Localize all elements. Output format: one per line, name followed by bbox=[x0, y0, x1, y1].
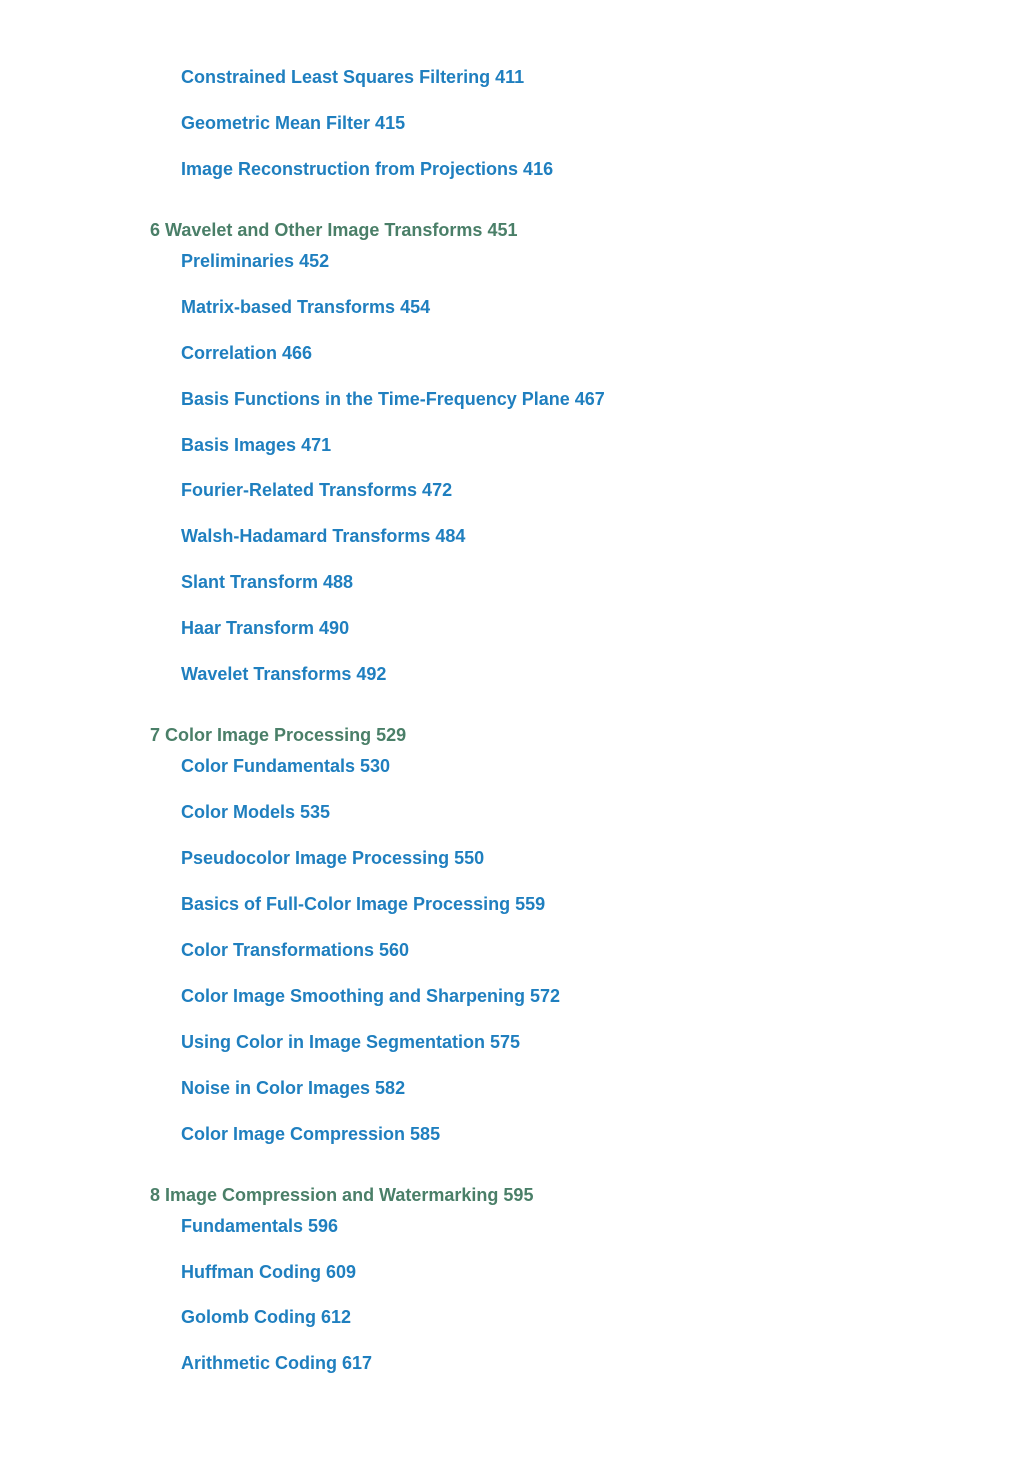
toc-section-link[interactable]: Pseudocolor Image Processing 550 bbox=[181, 848, 485, 868]
chapter-heading[interactable]: 8 Image Compression and Watermarking 595 bbox=[150, 1185, 534, 1205]
toc-section-link[interactable]: Basis Functions in the Time-Frequency Plane 467 bbox=[181, 389, 605, 409]
toc-section-link[interactable]: Slant Transform 488 bbox=[181, 572, 354, 592]
toc-section-link[interactable]: Color Models 535 bbox=[181, 802, 331, 822]
toc-section-link[interactable]: Color Fundamentals 530 bbox=[181, 756, 391, 776]
toc-section-link[interactable]: Fundamentals 596 bbox=[181, 1216, 339, 1236]
toc-section-link[interactable]: Geometric Mean Filter 415 bbox=[181, 113, 406, 133]
toc-section-link[interactable]: Color Image Compression 585 bbox=[181, 1124, 441, 1144]
toc-section-link[interactable]: Preliminaries 452 bbox=[181, 251, 330, 271]
toc-section-link[interactable]: Image Reconstruction from Projections 416 bbox=[181, 159, 554, 179]
toc-section-link[interactable]: Constrained Least Squares Filtering 411 bbox=[181, 67, 525, 87]
toc-section-link[interactable]: Basis Images 471 bbox=[181, 435, 332, 455]
toc-section-link[interactable]: Haar Transform 490 bbox=[181, 618, 350, 638]
toc-section-link[interactable]: Fourier-Related Transforms 472 bbox=[181, 480, 453, 500]
chapter-heading[interactable]: 6 Wavelet and Other Image Transforms 451 bbox=[150, 220, 518, 240]
toc-section-link[interactable]: Wavelet Transforms 492 bbox=[181, 664, 387, 684]
toc-section-link[interactable]: Noise in Color Images 582 bbox=[181, 1078, 406, 1098]
toc-section-link[interactable]: Correlation 466 bbox=[181, 343, 313, 363]
chapter-heading[interactable]: 7 Color Image Processing 529 bbox=[150, 725, 407, 745]
toc-section-link[interactable]: Walsh-Hadamard Transforms 484 bbox=[181, 526, 466, 546]
toc-section-link[interactable]: Color Transformations 560 bbox=[181, 940, 410, 960]
toc-section-link[interactable]: Basics of Full-Color Image Processing 559 bbox=[181, 894, 546, 914]
toc-section-link[interactable]: Matrix-based Transforms 454 bbox=[181, 297, 431, 317]
toc-section-link[interactable]: Golomb Coding 612 bbox=[181, 1307, 352, 1327]
toc-section-link[interactable]: Color Image Smoothing and Sharpening 572 bbox=[181, 986, 561, 1006]
toc-section-link[interactable]: Arithmetic Coding 617 bbox=[181, 1353, 373, 1373]
toc-section-link[interactable]: Huffman Coding 609 bbox=[181, 1262, 357, 1282]
toc-section-link[interactable]: Using Color in Image Segmentation 575 bbox=[181, 1032, 521, 1052]
